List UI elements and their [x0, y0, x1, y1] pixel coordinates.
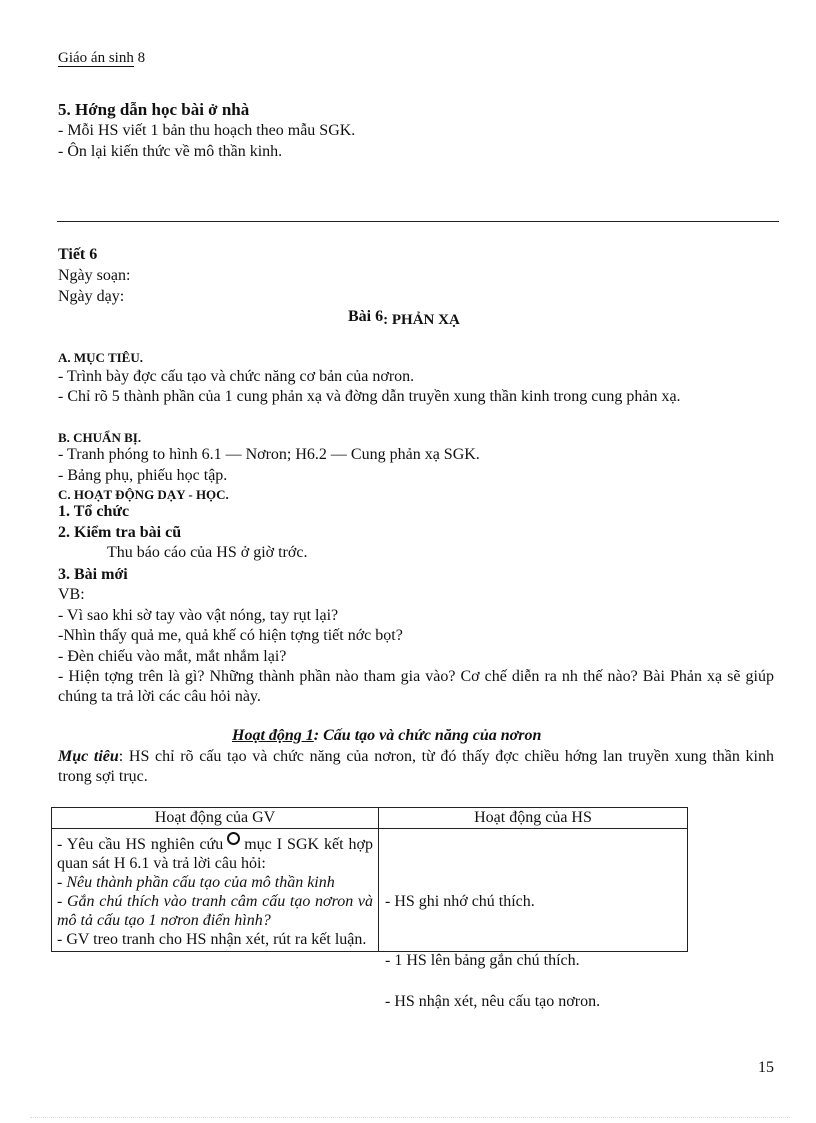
preparation-line-2: - Bảng phụ, phiếu học tập. — [58, 467, 228, 484]
document-header — [58, 50, 145, 67]
hs-step-3: - HS nhận xét, nêu cấu tạo nơron. — [385, 993, 601, 1010]
homework-line-2: - Ôn lại kiến thức về mô thần kinh. — [58, 143, 283, 160]
homework-heading: 5. Hớng dẫn học bài ở nhà — [58, 100, 250, 119]
activity-1-title-rest: : Cấu tạo và chức năng của nơron — [313, 727, 542, 744]
activity-1-goal — [58, 747, 774, 787]
preparation-heading: B. CHUẨN BỊ. — [58, 430, 142, 445]
page-number: 15 — [758, 1059, 774, 1076]
header-title-underlined: Giáo án sinh — [58, 50, 134, 66]
review-heading: 2. Kiểm tra bài cũ — [58, 524, 182, 541]
activity-1-goal-label: Mục tiêu — [58, 748, 119, 765]
activity-1-goal-text: : HS chỉ rõ cấu tạo và chức năng của nơron, từ đó thấy đợc chiều hớng lan truyền xung thần kinh trong sợi trục. — [58, 748, 774, 785]
gv-step-1-start: - Yêu cầu HS nghiên cứu — [57, 836, 224, 853]
gv-step-4: - GV treo tranh cho HS nhận xét, rút ra kết luận. — [57, 931, 367, 948]
intro-question-4: - Hiện tợng trên là gì? Những thành phần nào tham gia vào? Cơ chế diễn ra nh thế nào? Bài Phản xạ sẽ giúp chúng ta trả lời các câu hỏi này. — [58, 668, 774, 705]
objective-line-2: - Chỉ rõ 5 thành phần của 1 cung phản xạ và đờng dẫn truyền xung thần kinh trong cung phản xạ. — [58, 388, 681, 405]
gv-step-3: - Gắn chú thích vào tranh câm cấu tạo nơron và mô tả cấu tạo 1 nơron điển hình? — [57, 893, 373, 929]
hs-activities-cell — [379, 829, 688, 1010]
activities-heading: C. HOẠT ĐỘNG DẠY - HỌC. — [58, 487, 229, 502]
objective-line-1: - Trình bày đợc cấu tạo và chức năng cơ bản của nơron. — [58, 368, 415, 385]
circle-bullet-icon — [227, 832, 240, 845]
hs-step-2: - 1 HS lên bảng gắn chú thích. — [385, 952, 580, 969]
header-title-rest: 8 — [133, 50, 146, 66]
page-bottom-rule — [30, 1117, 790, 1118]
section-divider — [57, 221, 779, 222]
intro-question-2: -Nhìn thấy quả me, quả khế có hiện tợng tiết nớc bọt? — [58, 627, 403, 644]
activity-table — [51, 807, 688, 1010]
lesson-title — [348, 307, 460, 327]
prep-date-label: Ngày soạn: — [58, 267, 131, 284]
teach-date-label: Ngày dạy: — [58, 288, 125, 305]
intro-question-3: - Đèn chiếu vào mắt, mắt nhắm lại? — [58, 648, 287, 665]
objectives-heading: A. MỤC TIÊU. — [58, 350, 143, 365]
activity-table-row — [52, 829, 688, 952]
intro-question-1: - Vì sao khi sờ tay vào vật nóng, tay rụt lại? — [58, 607, 339, 624]
homework-line-1: - Mỗi HS viết 1 bản thu hoạch theo mẫu SGK. — [58, 122, 356, 139]
lesson-title-main: : PHẢN XẠ — [383, 312, 460, 328]
review-text: Thu báo cáo của HS ở giờ trớc. — [107, 544, 308, 561]
column-header-hs: Hoạt động của HS — [379, 808, 688, 829]
gv-activities-cell — [52, 829, 379, 952]
activity-1-title — [232, 726, 541, 746]
gv-step-1-end: mục I SGK kết hợp quan sát H 6.1 và trả lời câu hỏi: — [57, 836, 374, 872]
gv-step-1 — [57, 832, 373, 873]
preparation-line-1: - Tranh phóng to hình 6.1 — Nơron; H6.2 — Cung phản xạ SGK. — [58, 446, 480, 463]
activity-table-header-row — [52, 808, 688, 829]
intro-label: VB: — [58, 586, 85, 603]
activity-1-title-underlined: Hoạt động 1 — [232, 727, 314, 744]
lesson-title-prefix: Bài 6 — [348, 308, 384, 325]
lesson-period: Tiết 6 — [58, 246, 98, 263]
organization-heading: 1. Tổ chức — [58, 503, 130, 520]
new-lesson-heading: 3. Bài mới — [58, 566, 128, 583]
gv-step-2: - Nêu thành phần cấu tạo của mô thần kinh — [57, 874, 335, 891]
column-header-gv: Hoạt động của GV — [52, 808, 379, 829]
hs-step-1: - HS ghi nhớ chú thích. — [385, 893, 535, 910]
